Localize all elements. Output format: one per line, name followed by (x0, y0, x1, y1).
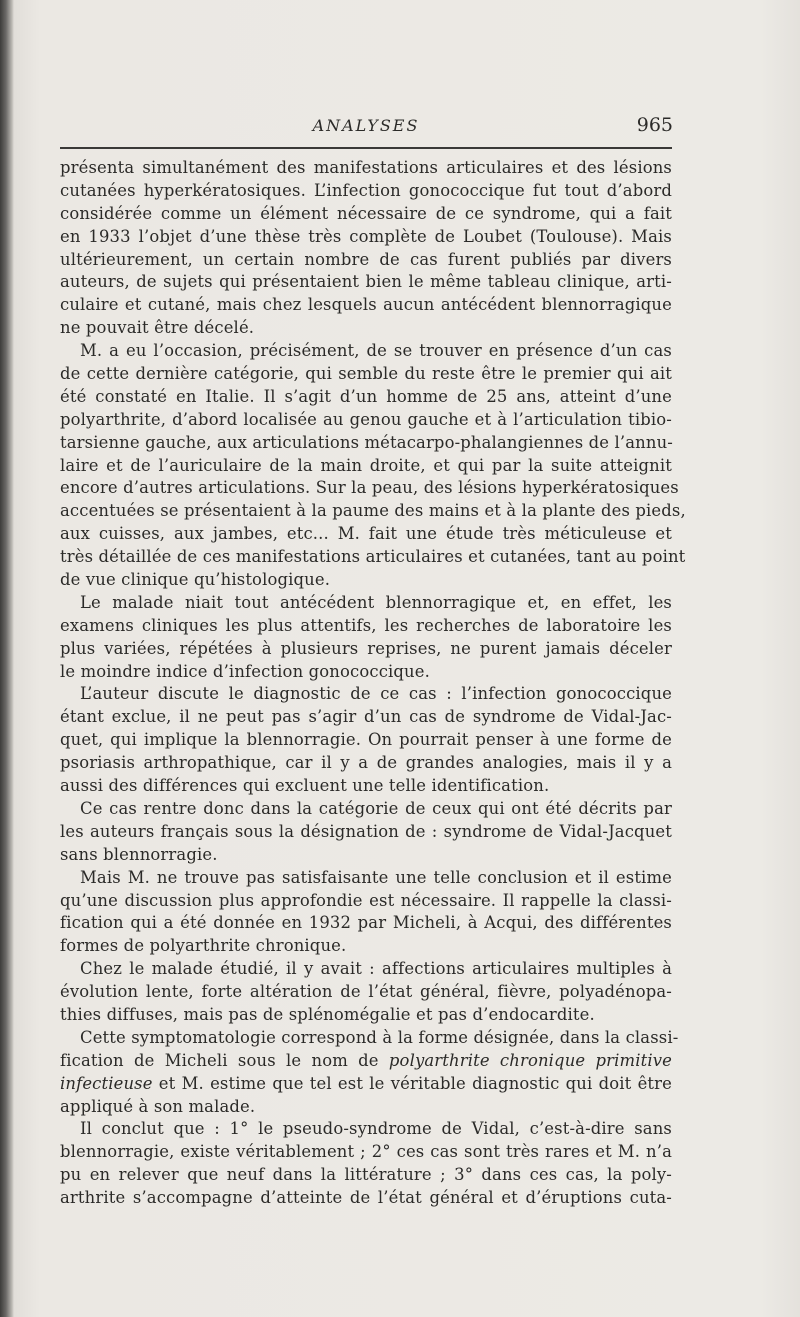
text-line (60, 1050, 672, 1073)
text-segment: cutanées hyperkératosiques. L’infection gonococcique fut tout d’abord (60, 180, 672, 200)
text-segment: qu’une discussion plus approfondie est nécessaire. Il rappelle la classi- (60, 890, 672, 910)
text-segment: laire et de l’auriculaire de la main droite, et qui par la suite atteignit (60, 455, 672, 475)
text-segment: Il conclut que : 1° le pseudo-syndrome de Vidal, c’est-à-dire sans (80, 1119, 672, 1139)
text-segment: ultérieurement, un certain nombre de cas furent publiés par divers (60, 249, 672, 269)
text-segment: psoriasis arthropathique, car il y a de grandes analogies, mais il y a (60, 753, 672, 773)
text-segment: Chez le malade étudié, il y avait : affections articulaires multiples à (80, 959, 672, 979)
text-segment: accentuées se présentaient à la paume des mains et à la plante des pieds, (60, 501, 686, 521)
text-segment: Cette symptomatologie correspond à la forme désignée, dans la classi- (80, 1027, 679, 1047)
text-line (60, 409, 672, 432)
text-segment: encore d’autres articulations. Sur la peau, des lésions hyperkératosiques (60, 478, 679, 498)
text-line (60, 500, 686, 523)
text-segment: les auteurs français sous la désignation de : syndrome de Vidal-Jacquet (60, 821, 672, 841)
text-segment: L’auteur discute le diagnostic de ce cas : l’infection gonococcique (80, 684, 672, 704)
text-line (60, 180, 672, 203)
text-line (60, 661, 672, 684)
text-line (60, 683, 672, 706)
text-segment: de vue clinique qu’histologique. (60, 570, 331, 590)
text-line (60, 798, 672, 821)
text-line (60, 523, 672, 546)
running-head-title: ANALYSES (312, 116, 420, 135)
text-line (60, 203, 672, 226)
text-line (60, 1118, 672, 1141)
text-line (60, 1004, 672, 1027)
text-segment: plus variées, répétées à plusieurs reprises, ne purent jamais déceler (60, 638, 672, 658)
text-segment: tarsienne gauche, aux articulations métacarpo-phalangiennes de l’annu- (60, 432, 673, 452)
text-line (60, 958, 672, 981)
text-segment: le moindre indice d’infection gonococcique. (60, 661, 430, 681)
text-segment: examens cliniques les plus attentifs, les recherches de laboratoire les (60, 615, 672, 635)
text-line (60, 844, 672, 867)
text-line (60, 981, 672, 1004)
text-segment: quet, qui implique la blennorragie. On pourrait penser à une forme de (60, 730, 672, 750)
text-segment: très détaillée de ces manifestations articulaires et cutanées, tant au point (60, 547, 686, 567)
text-segment: thies diffuses, mais pas de splénomégalie et pas d’endocardite. (60, 1004, 595, 1024)
text-segment: évolution lente, forte altération de l’état général, fièvre, polyadénopa- (60, 982, 672, 1002)
text-line (60, 157, 672, 180)
italic-text: infectieuse (60, 1073, 153, 1093)
text-line (60, 1096, 672, 1119)
text-segment: fication qui a été donnée en 1932 par Micheli, à Acqui, des différentes (60, 913, 672, 933)
text-line (60, 638, 672, 661)
text-line (60, 386, 672, 409)
text-line (60, 294, 672, 317)
text-line (60, 317, 672, 340)
text-segment: appliqué à son malade. (60, 1096, 256, 1116)
text-line (60, 477, 679, 500)
text-line (60, 912, 672, 935)
italic-text: polyarthrite chronique primitive (388, 1050, 672, 1070)
text-line (60, 455, 672, 478)
text-line (60, 935, 672, 958)
text-line (60, 706, 672, 729)
text-segment: formes de polyarthrite chronique. (60, 936, 347, 956)
text-segment: Mais M. ne trouve pas satisfaisante une telle conclusion et il estime (80, 867, 672, 887)
text-segment: en 1933 l’objet d’une thèse très complète de Loubet (Toulouse). Mais (60, 226, 672, 246)
page-number: 965 (636, 114, 673, 136)
text-segment: aux cuisses, aux jambes, etc... M. fait une étude très méticuleuse et (60, 524, 672, 544)
text-line (60, 271, 672, 294)
text-line (60, 226, 672, 249)
text-segment: auteurs, de sujets qui présentaient bien le même tableau clinique, arti- (60, 272, 672, 292)
text-line (60, 1187, 672, 1210)
header-rule (60, 147, 672, 149)
text-line (60, 1141, 672, 1164)
text-line (60, 752, 672, 775)
text-segment: ne pouvait être décelé. (60, 318, 255, 338)
text-line (60, 890, 672, 913)
text-segment: et M. estime que tel est le véritable diagnostic qui doit être (152, 1073, 672, 1093)
text-line (60, 775, 672, 798)
text-line (60, 569, 672, 592)
body-text (60, 157, 686, 1210)
text-line (60, 1073, 672, 1096)
book-spine-shadow (0, 0, 14, 1317)
text-segment: aussi des différences qui excluent une telle identification. (60, 776, 550, 796)
text-line (60, 729, 672, 752)
text-line (60, 546, 686, 569)
text-line (60, 432, 672, 455)
text-segment: considérée comme un élément nécessaire de ce syndrome, qui a fait (60, 203, 672, 223)
text-line (60, 249, 672, 272)
text-segment: pu en relever que neuf dans la littérature ; 3° dans ces cas, la poly- (60, 1165, 672, 1185)
text-segment: polyarthrite, d’abord localisée au genou gauche et à l’articulation tibio- (60, 409, 672, 429)
text-segment: présenta simultanément des manifestations articulaires et des lésions (60, 158, 672, 177)
text-line (60, 867, 672, 890)
running-head (60, 114, 672, 138)
text-line (60, 1027, 679, 1050)
text-segment: Le malade niait tout antécédent blennorragique et, en effet, les (80, 592, 672, 612)
text-segment: Ce cas rentre donc dans la catégorie de ceux qui ont été décrits par (80, 798, 672, 818)
text-segment: fication de Micheli sous le nom de (60, 1050, 389, 1070)
text-line (60, 363, 672, 386)
text-segment: M. a eu l’occasion, précisément, de se trouver en présence d’un cas (80, 341, 672, 361)
text-segment: blennorragie, existe véritablement ; 2° ces cas sont très rares et M. n’a (60, 1142, 672, 1162)
text-segment: étant exclue, il ne peut pas s’agir d’un cas de syndrome de Vidal-Jac- (60, 707, 672, 727)
text-segment: de cette dernière catégorie, qui semble du reste être le premier qui ait (60, 364, 672, 384)
text-segment: sans blennorragie. (60, 844, 218, 864)
text-segment: été constaté en Italie. Il s’agit d’un homme de 25 ans, atteint d’une (60, 386, 672, 406)
text-line (60, 1164, 672, 1187)
text-line (60, 592, 672, 615)
text-segment: arthrite s’accompagne d’atteinte de l’état général et d’éruptions cuta- (60, 1188, 672, 1208)
text-line (60, 615, 672, 638)
text-line (60, 821, 672, 844)
text-segment: culaire et cutané, mais chez lesquels aucun antécédent blennorragique (60, 295, 672, 315)
text-line (60, 340, 672, 363)
